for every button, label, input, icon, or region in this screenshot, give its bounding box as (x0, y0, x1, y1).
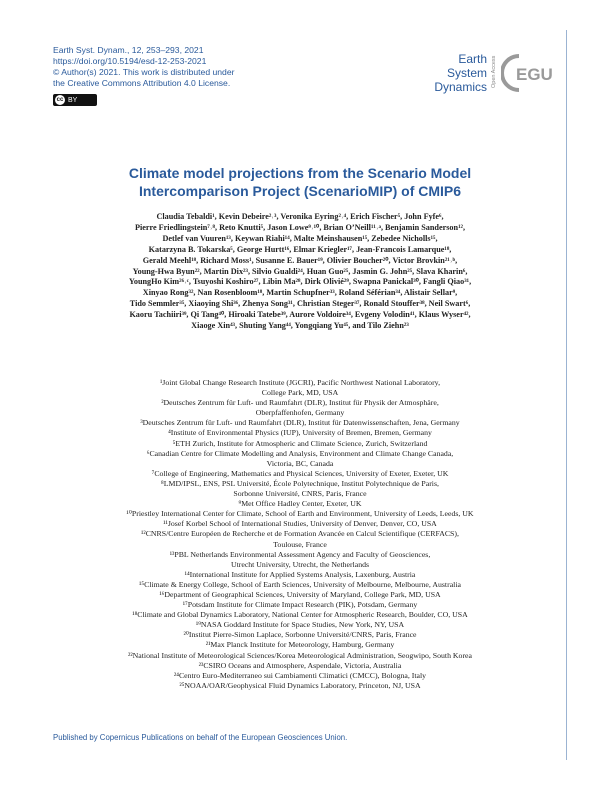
affiliation-line: ²¹Max Planck Institute for Meteorology, Hamburg, Germany (205, 640, 395, 650)
affiliation-line: ²³CSIRO Oceans and Atmosphere, Aspendale, Victoria, Australia (198, 660, 402, 670)
author-line: Kaoru Tachiiri³⁹, Qi Tang⁴⁰, Hiroaki Tatebe³⁹, Aurore Voldoire³⁴, Evgeny Volodin⁴¹, Klaus Wyser⁴², (129, 310, 471, 320)
author-line: Detlef van Vuuren¹³, Keywan Riahi¹⁴, Malte Meinshausen¹⁵, Zebedee Nicholls¹⁵, (162, 233, 438, 243)
article-metadata (53, 45, 234, 89)
affiliation-line: ³Deutsches Zentrum für Luft- und Raumfahrt (DLR), Institut für Datenwissenschaften, Jena, Germany (140, 418, 460, 428)
author-line: Xiaoge Xin⁴³, Shuting Yang⁴⁴, Yongqiang Yu⁴⁵, and Tilo Ziehn²³ (191, 321, 409, 331)
affiliation-list (60, 378, 540, 691)
cc-by-badge[interactable] (53, 94, 97, 106)
journal-logo[interactable] (415, 50, 555, 105)
author-line: Young-Hwa Byun²², Martin Dix²³, Silvio Gualdi²⁴, Huan Guo²⁵, Jasmin G. John²⁵, Slava Kharin⁶, (132, 266, 468, 276)
affiliation-line: ¹⁰Priestley International Center for Climate, School of Earth and Environment, University of Leeds, Leeds, UK (126, 509, 474, 519)
license-link[interactable]: the Creative Commons Attribution 4.0 License. (53, 78, 231, 88)
affiliation-line: ²Deutsches Zentrum für Luft- und Raumfahrt (DLR), Institut für Physik der Atmosphäre, (161, 398, 439, 408)
copyright: © Author(s) 2021. This work is distributed under (53, 67, 235, 77)
affiliation-line: ⁷College of Engineering, Mathematics and Physical Sciences, University of Exeter, Exeter, UK (151, 468, 449, 478)
affiliation-line: ¹¹Josef Korbel School of International Studies, University of Denver, Denver, CO, USA (163, 519, 437, 529)
affiliation-line: ²²National Institute of Meteorological Sciences/Korea Meteorological Administration, Seogwipo, South Korea (128, 650, 472, 660)
author-line: Pierre Friedlingstein⁷˒⁸, Reto Knutti⁵, Jason Lowe⁹˒¹⁰, Brian O’Neill¹¹˒ᵃ, Benjamin Sanderson¹², (134, 222, 466, 232)
affiliation-line: ⁶Canadian Centre for Climate Modelling and Analysis, Environment and Climate Change Canada, (146, 448, 454, 458)
affiliation-line: ²⁰Institut Pierre-Simon Laplace, Sorbonne Université/CNRS, Paris, France (183, 630, 417, 640)
affiliation-line: ⁹Met Office Hadley Center, Exeter, UK (238, 499, 362, 509)
egu-logo-text: EGU (516, 65, 553, 84)
journal-name (415, 52, 487, 94)
affiliation-line: Victoria, BC, Canada (266, 458, 334, 468)
affiliation-line: ¹⁷Potsdam Institute for Climate Impact Research (PIK), Potsdam, Germany (182, 600, 418, 610)
affiliation-line: ⁸LMD/IPSL, ENS, PSL Université, École Polytechnique, Institut Polytechnique de Paris, (161, 478, 439, 488)
affiliation-line: Oberpfaffenhofen, Germany (255, 408, 345, 418)
citation: Earth Syst. Dynam., 12, 253–293, 2021 (53, 45, 204, 55)
paper-title (60, 164, 540, 200)
affiliation-line: Utrecht University, Utrecht, the Netherlands (230, 559, 370, 569)
affiliation-line: ²⁵NOAA/OAR/Geophysical Fluid Dynamics Laboratory, Princeton, NJ, USA (179, 680, 421, 690)
cc-by-label: BY (68, 96, 78, 104)
doi-link[interactable]: https://doi.org/10.5194/esd-12-253-2021 (53, 56, 207, 66)
author-line: Gerald Meehl¹⁸, Richard Moss¹, Susanne E. Bauer¹⁹, Olivier Boucher²⁰, Victor Brovkin²¹˒ᵇ, (142, 255, 458, 265)
author-line: Xinyao Rong³², Nan Rosenbloom¹⁸, Martin Schupfner³³, Roland Séférian³⁴, Alistair Sellar⁹, (142, 288, 458, 298)
cc-icon: cc (56, 97, 64, 103)
affiliation-line: ¹⁴International Institute for Applied Systems Analysis, Laxenburg, Austria (184, 569, 416, 579)
title-line: Climate model projections from the Scenario Model (128, 165, 472, 181)
affiliation-line: Sorbonne Université, CNRS, Paris, France (233, 489, 367, 499)
affiliation-line: ¹²CNRS/Centre Européen de Recherche et de Formation Avancée en Calcul Scientifique (CERFACS), (141, 529, 459, 539)
author-line: Claudia Tebaldi¹, Kevin Debeire²˒³, Veronika Eyring²˒⁴, Erich Fischer⁵, John Fyfe⁶, (156, 212, 444, 221)
affiliation-line: College Park, MD, USA (261, 388, 339, 398)
affiliation-line: ¹⁶Department of Geographical Sciences, University of Maryland, College Park, MD, USA (159, 589, 441, 599)
margin-rule (566, 30, 567, 760)
affiliation-line: Toulouse, France (273, 539, 327, 549)
journal-name-line2: Dynamics (434, 80, 487, 94)
title-line: Intercomparison Project (ScenarioMIP) of CMIP6 (138, 183, 462, 199)
author-line: Katarzyna B. Tokarska⁵, George Hurtt¹⁶, Elmar Kriegler¹⁷, Jean-Francois Lamarque¹⁸, (148, 244, 452, 254)
affiliation-line: ⁴Institute of Environmental Physics (IUP), University of Bremen, Bremen, Germany (168, 428, 432, 438)
author-line: Tido Semmler³⁵, Xiaoying Shi³⁶, Zhenya Song³¹, Christian Steger³⁷, Ronald Stouffer³⁸, Neil Swart⁶, (129, 299, 471, 309)
author-list (70, 212, 530, 332)
affiliation-line: ¹Joint Global Change Research Institute (JGCRI), Pacific Northwest National Laboratory, (159, 378, 441, 387)
open-access-label: Open Access (491, 55, 497, 89)
affiliation-line: ¹⁵Climate & Energy College, School of Earth Sciences, University of Melbourne, Melbourne, Australia (139, 579, 461, 589)
affiliation-line: ²⁴Centro Euro-Mediterraneo sui Cambiamenti Climatici (CMCC), Bologna, Italy (173, 670, 427, 680)
egu-logo-icon (501, 52, 553, 94)
journal-name-line1: Earth System (446, 52, 487, 80)
affiliation-line: ¹⁸Climate and Global Dynamics Laboratory, National Center for Atmospheric Research, Boulder, CO, USA (132, 610, 468, 620)
affiliation-line: ¹⁹NASA Goddard Institute for Space Studies, New York, NY, USA (195, 620, 405, 630)
author-line: YoungHo Kim²⁶˒ᶜ, Tsuyoshi Koshiro²⁷, Libin Ma²⁸, Dirk Olivié²⁹, Swapna Panickal³⁰, Fangli Qiao³¹, (128, 277, 472, 287)
affiliation-line: ⁵ETH Zurich, Institute for Atmospheric and Climate Science, Zurich, Switzerland (172, 438, 428, 448)
publisher-footer[interactable]: Published by Copernicus Publications on behalf of the European Geosciences Union. (53, 733, 348, 742)
affiliation-line: ¹³PBL Netherlands Environmental Assessment Agency and Faculty of Geosciences, (169, 549, 431, 559)
